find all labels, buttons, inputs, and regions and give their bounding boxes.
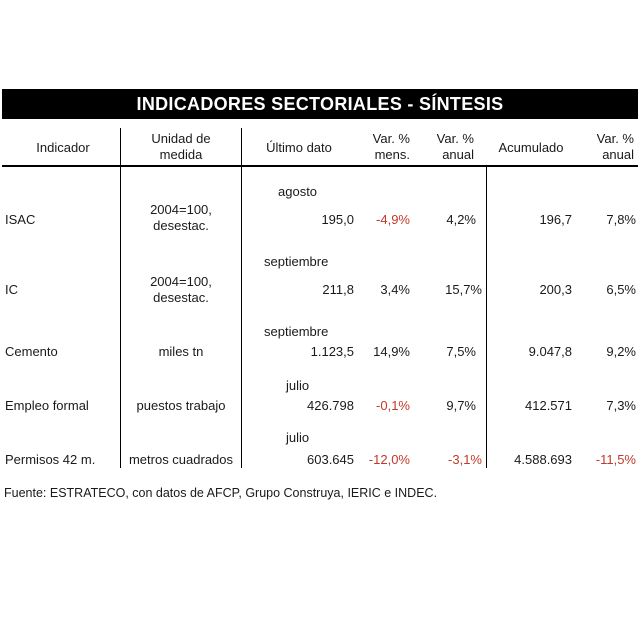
- row-valor: 603.645: [307, 452, 354, 467]
- row-unidad-line2: desestac.: [153, 290, 209, 305]
- row-indicador: IC: [5, 282, 18, 297]
- row-unidad: [122, 398, 240, 414]
- header-divider: [2, 165, 638, 167]
- row-valor: 426.798: [307, 398, 354, 413]
- row-unidad: [122, 274, 240, 306]
- row-unidad-line2: desestac.: [153, 218, 209, 233]
- column-divider: [241, 128, 242, 468]
- header-unidad: [122, 131, 240, 163]
- row-mes: agosto: [278, 184, 318, 199]
- row-var-mens: -12,0%: [368, 452, 410, 467]
- source-note: Fuente: ESTRATECO, con datos de AFCP, Grupo Construya, IERIC e INDEC.: [4, 486, 438, 500]
- row-acumulado: 4.588.693: [514, 452, 572, 467]
- header-var-anual-line1: Var. %: [436, 131, 474, 146]
- row-mes: septiembre: [264, 324, 329, 339]
- row-var-anual: 4,2%: [446, 212, 476, 227]
- row-unidad: [122, 344, 240, 360]
- row-var-anual: 15,7%: [445, 282, 482, 297]
- row-var-mens: 14,9%: [373, 344, 410, 359]
- row-valor: 1.123,5: [310, 344, 354, 359]
- header-var-anual-line2: anual: [442, 147, 474, 162]
- row-unidad: [122, 202, 240, 234]
- row-mes: septiembre: [264, 254, 329, 269]
- header-acumulado: Acumulado: [498, 140, 564, 155]
- row-var-anual: 9,7%: [446, 398, 476, 413]
- row-mes: julio: [286, 430, 310, 445]
- row-var-acum: 6,5%: [606, 282, 636, 297]
- row-mes: julio: [286, 378, 310, 393]
- header-var-acum: [578, 131, 634, 163]
- header-var-anual: [416, 131, 474, 163]
- row-var-anual: -3,1%: [448, 452, 482, 467]
- header-var-mens-line2: mens.: [374, 147, 410, 162]
- row-acumulado: 412.571: [525, 398, 572, 413]
- header-var-acum-line1: Var. %: [596, 131, 634, 146]
- header-unidad-line2: medida: [159, 147, 203, 162]
- row-var-acum: 9,2%: [606, 344, 636, 359]
- header-var-acum-line2: anual: [602, 147, 634, 162]
- column-divider: [486, 166, 487, 468]
- header-var-mens-line1: Var. %: [372, 131, 410, 146]
- row-var-acum: 7,8%: [606, 212, 636, 227]
- row-var-mens: -0,1%: [376, 398, 410, 413]
- row-var-acum: 7,3%: [606, 398, 636, 413]
- table-title: INDICADORES SECTORIALES - SÍNTESIS: [2, 89, 638, 119]
- row-var-anual: 7,5%: [446, 344, 476, 359]
- header-indicador: Indicador: [36, 140, 90, 155]
- row-unidad: [122, 452, 240, 468]
- row-valor: 211,8: [322, 282, 354, 297]
- header-var-mens: [350, 131, 410, 163]
- row-acumulado: 200,3: [539, 282, 572, 297]
- row-unidad-line1: puestos trabajo: [136, 398, 226, 413]
- row-unidad-line1: miles tn: [158, 344, 204, 359]
- header-ultimo: Último dato: [266, 140, 332, 155]
- row-indicador: Permisos 42 m.: [5, 452, 96, 467]
- row-unidad-line1: metros cuadrados: [128, 452, 234, 467]
- row-unidad-line1: 2004=100,: [150, 202, 212, 217]
- column-divider: [120, 128, 121, 468]
- row-var-mens: 3,4%: [380, 282, 410, 297]
- header-unidad-line1: Unidad de: [151, 131, 211, 146]
- row-acumulado: 196,7: [539, 212, 572, 227]
- row-indicador: Empleo formal: [5, 398, 89, 413]
- row-unidad-line1: 2004=100,: [150, 274, 212, 289]
- row-var-mens: -4,9%: [376, 212, 410, 227]
- row-acumulado: 9.047,8: [528, 344, 572, 359]
- row-indicador: ISAC: [5, 212, 36, 227]
- row-indicador: Cemento: [5, 344, 58, 359]
- row-valor: 195,0: [321, 212, 354, 227]
- row-var-acum: -11,5%: [595, 452, 636, 467]
